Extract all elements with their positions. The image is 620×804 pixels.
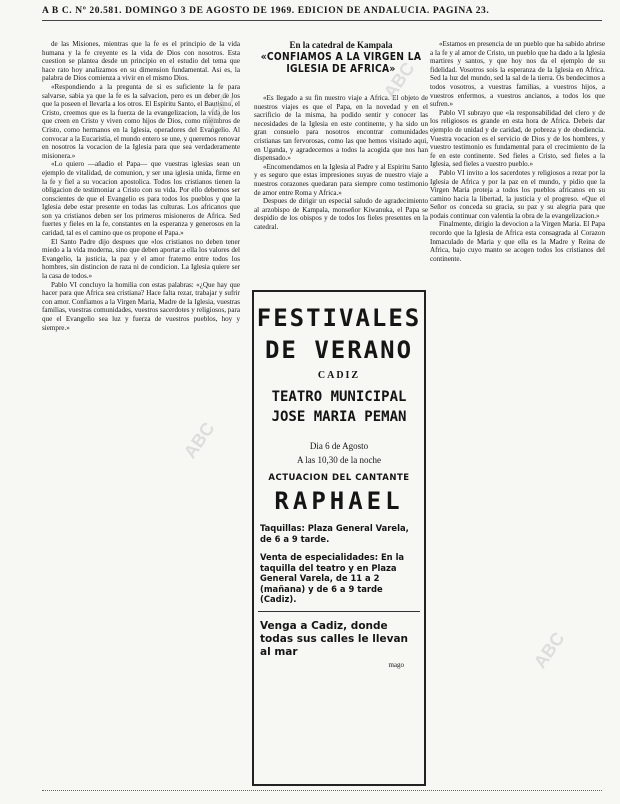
paragraph: «Encomendamos en la Iglesia al Padre y al Espiritu Santo y es seguro que estas impresiones suyas de nuestro viaje a nuestros corazones quedaran para siempre como testimonio de amor entre Roma y Africa.» [254, 162, 428, 197]
article-kicker: En la catedral de Kampala [289, 40, 393, 50]
ad-time: A las 10,30 de la noche [297, 455, 381, 465]
middle-article-body [254, 94, 428, 270]
paragraph: «Es llegado a su fin nuestro viaje a Africa. El objeto de nuestros viajes es que el Papa, en la novedad y en el sacrificio de la misma, ha podido sentir y conocer las necesidades de la Iglesia en este continente, y ha sido un gran consuelo para nosotros encontrar comunidades cristianas tan fervorosas, como las que hemos visitado aqui, en Uganda, y agradecemos a todos la acogida que nos han dispensado.» [254, 94, 428, 163]
paragraph: El Santo Padre dijo despues que «los cristianos no deben tener miedo a la vida moderna, sino que deben aportar a ella los valores del Evangelio, la justicia, la paz y el amor fraterno entre todos los hombres, sin distincion de raza ni de condicion. La Iglesia quiere ser la casa de todos.» [42, 237, 240, 281]
ad-title-line2: DE VERANO [264, 336, 414, 364]
watermark: ABC [379, 58, 419, 102]
page-bottom-rule [42, 790, 602, 791]
paragraph: Pablo VI concluyo la homilia con estas palabras: «¿Que hay que hacer para que Africa sea cristiana? Hace falta rezar, trabajar y sufrir con amor. Confiamos a la Virgen Maria, Madre de la Iglesia, vuestras familias, vuestras comunidades, vuestros sacerdotes y religiosos, para que el Evangelio sea luz y fuerza de vuestros pueblos, hoy y siempre.» [42, 280, 240, 332]
paragraph: Finalmente, dirigio la devocion a la Virgen Maria. El Papa recordo que la Iglesia de Africa esta consagrada al Corazon Inmaculado de Maria y que ella es la Madre y Reina de Africa, bajo cuyo manto se acogen todos los cristianos del continente. [430, 220, 605, 263]
ad-act: ACTUACION DEL CANTANTE [268, 473, 410, 483]
festival-advertisement [252, 290, 426, 786]
article-heading [254, 40, 428, 76]
watermark: ABC [529, 628, 569, 672]
paragraph: «Estamos en presencia de un pueblo que ha sabido abrirse a la fe y al amor de Cristo, un pueblo que ha dado a la Iglesia martires y santos, y que hoy nos da el ejemplo de su fidelidad. Vosotros sois la esperanza de la Iglesia en Africa. Sed la luz del mundo, sed la sal de la tierra. Os bendecimos a todos vosotros, a vuestras familias, a vuestros hijos, a vuestros enfermos, a vuestros ancianos, a todos los que sufren.» [430, 40, 605, 109]
watermark: ABC [199, 88, 239, 132]
ad-theatre-line2: JOSE MARIA PEMAN [271, 409, 407, 425]
ad-slogan: Venga a Cadiz, donde todas sus calles le llevan al mar [260, 619, 409, 658]
paragraph: de las Misiones, mientras que la fe es el principio de la vida humana y la fe creyente es la vida de Dios con nosotros. Esta cuestion se plantea desde un principio en el estudio del tema que hace rato hoy analizamos en su dimension fundamental. Asi es, la palabra de Dios comienza a vivir en el mismo Dios. [42, 40, 240, 83]
ad-signature: mago [388, 660, 404, 669]
paragraph: «Respondiendo a la pregunta de si es suficiente la fe para salvarse, sabia ya que la fe es la salvacion, pero es un deber de los que la poseen el llevarla a los otros. El Espiritu Santo, el Bautismo, el Cristo, creemos que es la fuerza de la evangelizacion, la vida de los que creen en Cristo y viven como hijos de Dios, como miembros de Cristo, como hermanos en la Iglesia, operadores del Evangelio. Al convocar a la Eucaristia, el mundo entero se une, y queremos renovar en nosotros la vocacion de la Iglesia para que sea verdaderamente misionera.» [42, 82, 240, 160]
paragraph: Despues de dirigir un especial saludo de agradecimiento al arzobispo de Kampala, monseñor Kiwanuka, el Papa se despidio de los obispos y de todos los fieles presentes en la catedral. [254, 197, 428, 231]
right-column [430, 40, 605, 684]
article-headline: «CONFIAMOS A LA VIRGEN LA IGLESIA DE AFRICA» [260, 52, 422, 75]
page-header: A B C. Nº 20.581. DOMINGO 3 DE AGOSTO DE 1969. EDICION DE ANDALUCIA. PAGINA 23. [42, 6, 602, 21]
paragraph: «Lo quiero —añadio el Papa— que vuestras iglesias sean un ejemplo de vitalidad, de comunion, y ser una iglesia unida, firme en la fe y fiel a su vocacion apostolica. Todos los cristianos tienen la obligacion de testimoniar a Cristo con su vida. Por ello debemos ser conscientes de que el Evangelio es para todos los pueblos y que la Iglesia debe estar presente en todas las culturas. Los africanos que son ya cristianos deben ser los primeros misioneros de Africa. Sed fuertes y fieles en la fe, constantes en la esperanza y generosos en la caridad, tal es el camino que os propone el Papa.» [42, 160, 240, 238]
ad-tickets: Taquillas: Plaza General Varela, de 6 a 9 tarde. [260, 523, 409, 544]
ad-city: CADIZ [317, 370, 361, 381]
ad-advance: Venta de especialidades: En la taquilla del teatro y en Plaza General Varela, de 11 a 2 (mañana) y de 6 a 9 tarde (Cadiz). [260, 552, 405, 604]
left-column [42, 40, 240, 774]
paragraph: Pablo VI subrayo que «la responsabilidad del clero y de los religiosos es grande en esta hora de Africa. Debeis dar ejemplo de unidad y de caridad, de pobreza y de obediencia. Vuestra vocacion es el servicio de Dios y de los hombres, y vuestro testimonio es fundamental para el crecimiento de la fe en este continente. Sed fieles a Cristo, sed fieles a la Iglesia, sed fieles a vuestro pueblo.» [430, 108, 605, 169]
ad-date: Dia 6 de Agosto [309, 441, 369, 451]
ad-title-line1: FESTIVALES [256, 304, 422, 332]
watermark: ABC [179, 418, 219, 462]
ad-theatre-line1: TEATRO MUNICIPAL [271, 389, 407, 405]
ad-divider [258, 611, 420, 612]
paragraph: Pablo VI invito a los sacerdotes y religiosos a rezar por la Iglesia de Africa y por la paz en el mundo, y pidio que la Virgen Maria proteja a todos los pueblos africanos en su camino hacia la libertad, la justicia y el progreso. «Que el Señor os conceda su gracia, su paz y su alegria para que podais continuar con valentia la obra de la evangelizacion.» [430, 168, 605, 220]
ad-star: RAPHAEL [274, 487, 404, 515]
